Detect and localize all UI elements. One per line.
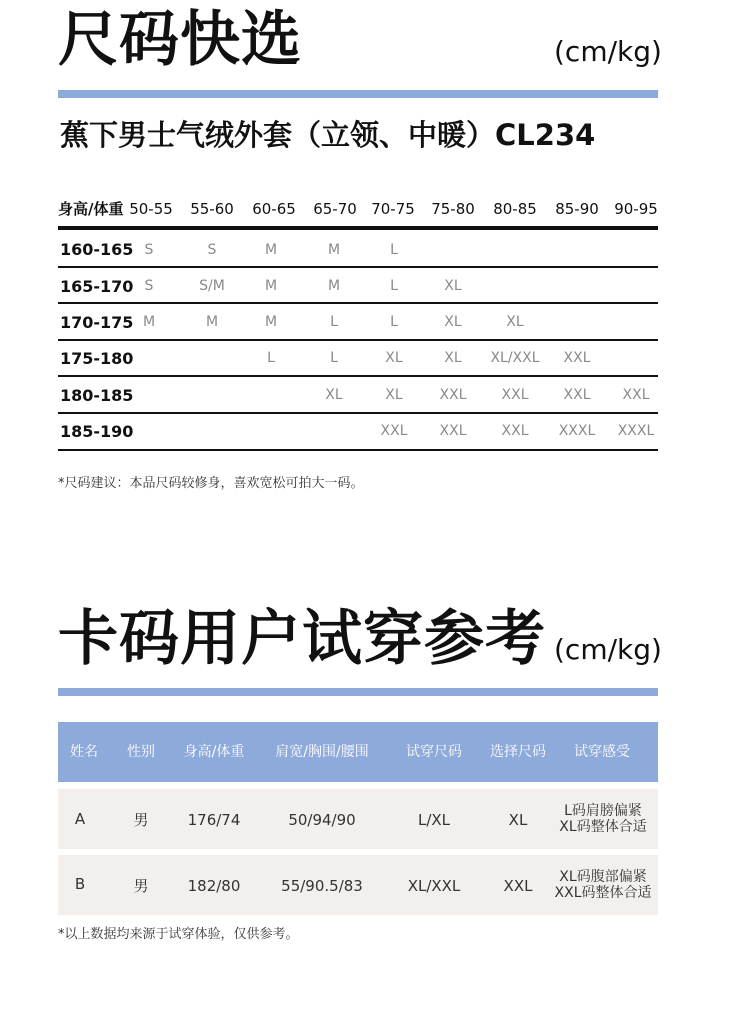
user-tried-size: L/XL	[417, 811, 451, 829]
row-rule	[58, 339, 658, 341]
user-name: A	[74, 810, 86, 828]
size-cell: M	[264, 278, 278, 294]
column-header-measurements: 肩宽/胸围/腰围	[275, 744, 369, 760]
weight-column-header: 60-65	[252, 200, 296, 218]
size-recommendation-note: *尺码建议：本品尺码较修身，喜欢宽松可拍大一码。	[58, 476, 364, 491]
size-cell: XL	[506, 314, 524, 330]
user-measurements: 55/90.5/83	[281, 877, 363, 895]
size-cell: XL	[385, 350, 403, 366]
table-corner-label: 身高/体重	[58, 200, 124, 218]
row-rule	[58, 449, 658, 451]
size-cell: L	[390, 314, 398, 330]
weight-column-header: 75-80	[431, 200, 475, 218]
user-name: B	[74, 875, 86, 893]
size-cell: S	[144, 278, 154, 294]
fit-feel-line: L码肩膀偏紧	[564, 803, 642, 819]
size-cell: XL	[325, 387, 343, 403]
user-fit-feel	[555, 869, 652, 901]
size-cell: XL	[385, 387, 403, 403]
size-cell: M	[327, 242, 341, 258]
row-rule	[58, 375, 658, 377]
size-cell: XXL	[380, 423, 408, 439]
size-cell: XL/XXL	[490, 350, 540, 366]
column-header-gender: 性别	[127, 744, 155, 760]
weight-column-header: 80-85	[493, 200, 537, 218]
row-rule	[58, 302, 658, 304]
size-cell: L	[330, 350, 338, 366]
size-cell: XXXL	[617, 423, 655, 439]
data-source-note: *以上数据均来源于试穿体验，仅供参考。	[58, 927, 299, 942]
weight-column-header: 70-75	[371, 200, 415, 218]
height-row-label: 160-165	[60, 240, 134, 259]
unit-label: (cm/kg)	[554, 35, 662, 68]
column-header-name: 姓名	[70, 744, 98, 760]
column-header-height-weight: 身高/体重	[183, 744, 245, 760]
height-row-label: 185-190	[60, 422, 134, 441]
size-cell: L	[330, 314, 338, 330]
size-cell: S/M	[199, 278, 225, 294]
column-header-chosen-size: 选择尺码	[490, 744, 546, 760]
size-cell: XXL	[563, 350, 591, 366]
column-header-tried-size: 试穿尺码	[406, 744, 462, 760]
size-cell: XL	[444, 278, 462, 294]
size-cell: XXL	[563, 387, 591, 403]
size-cell: M	[264, 242, 278, 258]
user-height-weight: 176/74	[187, 811, 241, 829]
size-cell: L	[390, 278, 398, 294]
size-cell: S	[144, 242, 154, 258]
size-cell: M	[264, 314, 278, 330]
weight-column-header: 65-70	[313, 200, 357, 218]
size-quick-select-title: 尺码快选	[58, 5, 302, 75]
size-cell: M	[205, 314, 219, 330]
size-cell: L	[267, 350, 275, 366]
user-gender: 男	[133, 877, 149, 895]
user-measurements: 50/94/90	[288, 811, 356, 829]
size-cell: XL	[444, 350, 462, 366]
section-divider-bar	[58, 688, 658, 696]
user-trial-reference-title: 卡码用户试穿参考	[58, 604, 546, 674]
size-cell: M	[327, 278, 341, 294]
weight-column-header: 90-95	[614, 200, 658, 218]
size-cell: XXL	[501, 387, 529, 403]
size-cell: XXL	[501, 423, 529, 439]
user-chosen-size: XXL	[503, 877, 533, 895]
user-gender: 男	[133, 811, 149, 829]
user-tried-size: XL/XXL	[407, 877, 461, 895]
product-title: 蕉下男士气绒外套（立领、中暖）CL234	[60, 118, 596, 152]
section-divider-bar	[58, 90, 658, 98]
height-row-label: 165-170	[60, 277, 134, 296]
size-cell: XXL	[439, 423, 467, 439]
size-cell: L	[390, 242, 398, 258]
size-cell: XXL	[439, 387, 467, 403]
weight-column-header: 50-55	[129, 200, 173, 218]
fit-feel-line: XL码腹部偏紧	[559, 869, 647, 885]
weight-column-header: 55-60	[190, 200, 234, 218]
size-cell: XXL	[622, 387, 650, 403]
weight-column-header: 85-90	[555, 200, 599, 218]
height-row-label: 175-180	[60, 349, 134, 368]
fit-feel-line: XXL码整体合适	[554, 885, 652, 901]
user-height-weight: 182/80	[187, 877, 241, 895]
size-cell: XL	[444, 314, 462, 330]
unit-label: (cm/kg)	[554, 633, 662, 666]
size-cell: M	[142, 314, 156, 330]
size-cell: XXXL	[558, 423, 596, 439]
user-fit-feel	[559, 803, 646, 835]
column-header-fit-feel: 试穿感受	[574, 744, 630, 760]
size-cell: S	[207, 242, 217, 258]
table-header-rule	[58, 226, 658, 230]
height-row-label: 170-175	[60, 313, 134, 332]
row-rule	[58, 266, 658, 268]
user-chosen-size: XL	[508, 811, 528, 829]
row-rule	[58, 412, 658, 414]
height-row-label: 180-185	[60, 386, 134, 405]
fit-feel-line: XL码整体合适	[559, 819, 647, 835]
